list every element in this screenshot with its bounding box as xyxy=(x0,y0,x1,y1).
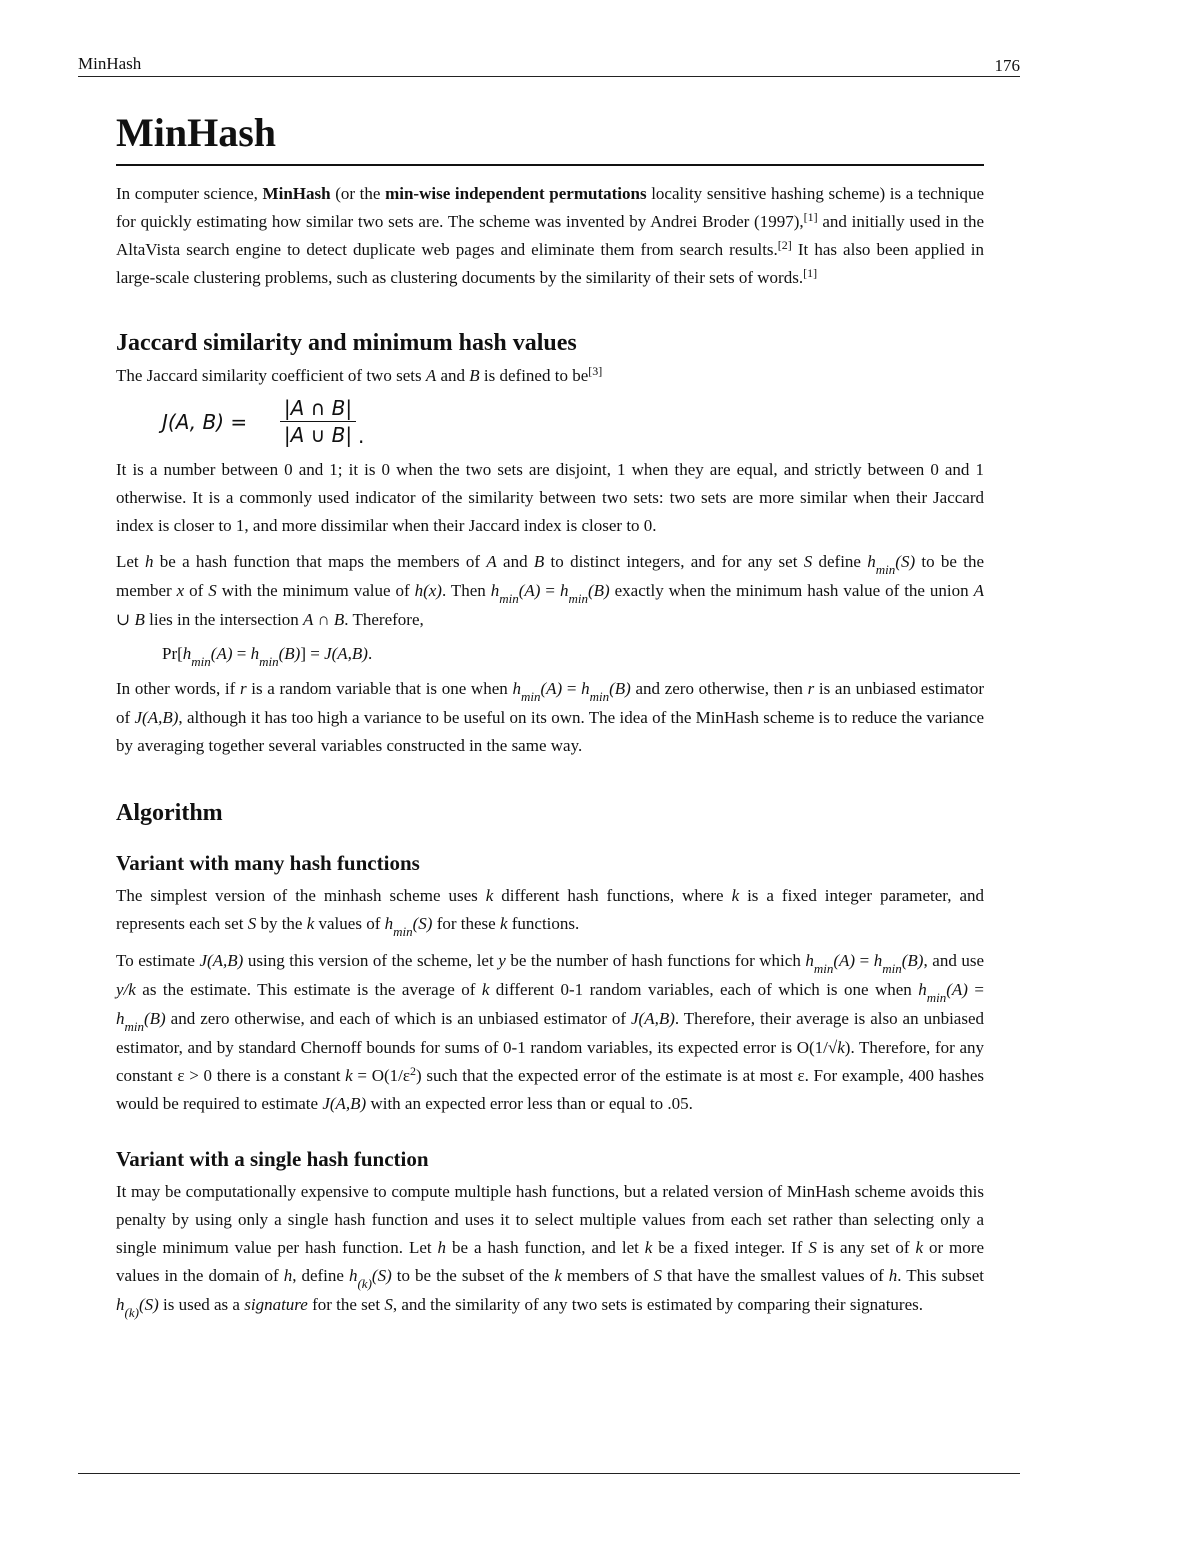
subscript: min xyxy=(499,591,519,606)
text: by the xyxy=(256,914,307,933)
text: , although it has too high a variance to be useful on its own. The idea of the MinHash scheme is to reduce the variance by averaging together several variables constructed in the same way. xyxy=(116,708,984,755)
citation-link[interactable]: [3] xyxy=(588,364,603,378)
subscript: min xyxy=(259,654,279,669)
subsection-heading-single-hash: Variant with a single hash function xyxy=(116,1147,429,1171)
text: for the set xyxy=(307,1295,385,1314)
var: r xyxy=(239,679,247,698)
var: (B) xyxy=(278,644,301,663)
subscript: min xyxy=(520,689,541,704)
subscript: (k) xyxy=(357,1276,372,1291)
text: = xyxy=(232,644,251,663)
bold-term-min-wise: min-wise independent permutations xyxy=(385,184,647,203)
citation-link[interactable]: [2] xyxy=(777,238,792,252)
text: different 0-1 random variables, each of which is one when xyxy=(489,980,919,999)
var: A ∩ B xyxy=(303,610,345,629)
var: (B) xyxy=(609,679,631,698)
text: Let xyxy=(116,552,145,571)
var: h xyxy=(918,980,927,999)
var: S xyxy=(208,581,217,600)
var: (A) xyxy=(518,581,541,600)
superscript: 2 xyxy=(410,1064,417,1078)
var: S xyxy=(803,552,813,571)
var: h xyxy=(384,914,394,933)
var: r xyxy=(807,679,815,698)
jaccard-definition-paragraph xyxy=(116,362,984,390)
formula-period: . xyxy=(358,424,365,448)
text: is defined to be xyxy=(479,366,589,385)
emphasis: signature xyxy=(244,1295,308,1314)
citation-link[interactable]: [1] xyxy=(803,266,818,280)
text: (or the xyxy=(330,184,386,203)
hash-function-paragraph xyxy=(116,548,984,634)
var: (A) xyxy=(833,951,856,970)
text: . xyxy=(367,644,373,663)
var: S xyxy=(384,1295,393,1314)
var: h xyxy=(182,644,192,663)
text: to be the subset of the xyxy=(391,1266,555,1285)
formula-denominator: |A ∪ B| xyxy=(283,423,353,447)
var: (S) xyxy=(138,1295,159,1314)
text: , and the similarity of any two sets is estimated by comparing their signatures. xyxy=(392,1295,924,1314)
text: and xyxy=(496,552,534,571)
var: h xyxy=(559,581,569,600)
subscript: min xyxy=(926,990,947,1005)
var: h xyxy=(116,1009,125,1028)
var: A xyxy=(425,366,437,385)
text: as the estimate. This estimate is the average of xyxy=(135,980,482,999)
var: k xyxy=(837,1038,845,1057)
var: h(x) xyxy=(414,581,442,600)
text: ) such that the expected error of the estimate is at most ε. For example, 400 hashes would be required to estimate xyxy=(116,1066,984,1113)
var: J(A,B) xyxy=(324,644,368,663)
article-body xyxy=(116,108,984,1320)
many-hash-paragraph-1 xyxy=(116,882,984,939)
text: be a fixed integer. If xyxy=(652,1238,809,1257)
text: and zero otherwise, and each of which is an unbiased estimator of xyxy=(165,1009,631,1028)
var: (S) xyxy=(371,1266,392,1285)
var: S xyxy=(653,1266,662,1285)
text: and initially used in the AltaVista search engine to detect duplicate web pages and eliminate them from search results. xyxy=(116,212,984,259)
many-hash-paragraph-2 xyxy=(116,947,984,1118)
article-title: MinHash xyxy=(116,108,984,166)
subscript: min xyxy=(875,562,896,577)
var: k xyxy=(499,914,508,933)
text: In computer science, xyxy=(116,184,263,203)
subscript: min xyxy=(191,654,211,669)
text: . Therefore, xyxy=(344,610,424,629)
text: values of xyxy=(314,914,385,933)
text: = xyxy=(562,679,582,698)
var: h xyxy=(348,1266,358,1285)
text: for these xyxy=(432,914,500,933)
var: A xyxy=(486,552,497,571)
footer-rule xyxy=(78,1473,1020,1474)
intro-paragraph xyxy=(116,180,984,292)
text: is an unbiased estimator of xyxy=(116,679,984,727)
text: . Then xyxy=(441,581,491,600)
var: h xyxy=(116,1295,125,1314)
text: members of xyxy=(561,1266,654,1285)
var: (A) xyxy=(210,644,233,663)
text: is a random variable that is one when xyxy=(246,679,513,698)
var: y xyxy=(498,951,506,970)
text: functions. xyxy=(507,914,580,933)
var: (B) xyxy=(587,581,610,600)
text: ] = xyxy=(300,644,325,663)
subscript: min xyxy=(124,1019,144,1034)
var: x xyxy=(176,581,185,600)
subscript: min xyxy=(589,689,610,704)
var: B xyxy=(469,366,480,385)
text: with the minimum value of xyxy=(216,581,415,600)
jaccard-formula xyxy=(162,396,984,450)
var: (S) xyxy=(412,914,433,933)
var: A ∪ B xyxy=(116,581,984,629)
text: To estimate xyxy=(116,951,200,970)
text: to distinct integers, and for any set xyxy=(544,552,804,571)
text: is any set of xyxy=(816,1238,916,1257)
var: (S) xyxy=(895,552,916,571)
text: . This subset xyxy=(897,1266,984,1285)
var: J(A,B) xyxy=(199,951,244,970)
section-heading-algorithm: Algorithm xyxy=(116,800,223,826)
var: h xyxy=(512,679,521,698)
formula-numerator: |A ∩ B| xyxy=(280,396,356,422)
jaccard-range-paragraph: It is a number between 0 and 1; it is 0 when the two sets are disjoint, 1 when they are equal, and strictly between 0 and 1 otherwise. It is a commonly used indicator of the similarity between two sets: two sets are more similar when their Jaccard index is closer to 1, and more dissimilar when their Jaccard index is closer to 0. xyxy=(116,460,984,535)
var: h xyxy=(490,581,500,600)
var: k xyxy=(306,914,315,933)
var: h xyxy=(873,951,883,970)
text: with an expected error less than or equal to .05. xyxy=(366,1094,693,1113)
var: h xyxy=(437,1238,447,1257)
var: J(A,B) xyxy=(134,708,179,727)
text: that have the smallest values of xyxy=(661,1266,889,1285)
var: k xyxy=(915,1238,924,1257)
var: S xyxy=(808,1238,817,1257)
text: . Therefore, their average is also an unbiased estimator, and by standard Chernoff bounds for sums of 0-1 random variables, its expected error is O(1/√ xyxy=(116,1009,984,1057)
var: (B) xyxy=(901,951,924,970)
formula-lhs: J(A, B) = xyxy=(162,410,248,434)
text: exactly when the minimum hash value of the union xyxy=(609,581,974,600)
citation-link[interactable]: [1] xyxy=(803,210,818,224)
text: be a hash function, and let xyxy=(446,1238,645,1257)
text: = xyxy=(855,951,874,970)
text: and xyxy=(436,366,470,385)
var: k xyxy=(644,1238,653,1257)
var: (A) xyxy=(946,980,968,999)
text: It has also been applied in large-scale clustering problems, such as clustering documents by the similarity of their sets of words. xyxy=(116,240,984,287)
text: using this version of the scheme, let xyxy=(243,951,499,970)
text: to be the member xyxy=(116,552,985,600)
var: J(A,B) xyxy=(630,1009,675,1028)
var: h xyxy=(283,1266,293,1285)
subscript: min xyxy=(393,924,413,939)
probability-formula xyxy=(162,640,984,669)
text: = xyxy=(967,980,985,999)
subscript: min xyxy=(813,961,834,976)
estimator-paragraph xyxy=(116,675,984,760)
text: , define xyxy=(292,1266,349,1285)
subscript: (k) xyxy=(124,1305,139,1320)
running-header xyxy=(78,52,1020,77)
subsection-heading-many-hash: Variant with many hash functions xyxy=(116,851,420,875)
text: = xyxy=(540,581,560,600)
text: is a fixed integer parameter, and represents each set xyxy=(116,886,985,933)
text: Pr[ xyxy=(162,644,183,663)
text: define xyxy=(812,552,868,571)
text: or more values in the domain of xyxy=(116,1238,984,1285)
subscript: min xyxy=(568,591,588,606)
text: In other words, if xyxy=(116,679,240,698)
var: k xyxy=(731,886,740,905)
var: S xyxy=(247,914,257,933)
var: B xyxy=(533,552,545,571)
var: h xyxy=(144,552,154,571)
text: , and use xyxy=(923,951,985,970)
text: ). Therefore, for any constant ε > 0 there is a constant xyxy=(116,1038,984,1085)
text: The Jaccard similarity coefficient of two sets xyxy=(116,366,426,385)
single-hash-paragraph xyxy=(116,1178,984,1320)
var: h xyxy=(805,951,814,970)
text: The simplest version of the minhash scheme uses xyxy=(116,886,486,905)
var: (A) xyxy=(540,679,563,698)
subscript: min xyxy=(882,961,902,976)
var: k xyxy=(481,980,490,999)
section-heading-jaccard: Jaccard similarity and minimum hash values xyxy=(116,330,577,356)
text: be a hash function that maps the members of xyxy=(153,552,487,571)
var: h xyxy=(250,644,260,663)
var: k xyxy=(554,1266,562,1285)
formula-fraction xyxy=(280,396,356,447)
var: k xyxy=(485,886,494,905)
text: different hash functions, where xyxy=(493,886,732,905)
var: y/k xyxy=(116,980,136,999)
text: of xyxy=(184,581,209,600)
var: (B) xyxy=(144,1009,166,1028)
text: = O(1/ε xyxy=(352,1066,411,1085)
header-title: MinHash xyxy=(78,54,142,73)
var: h xyxy=(581,679,590,698)
var: h xyxy=(888,1266,898,1285)
var: h xyxy=(867,552,876,571)
text: locality sensitive hashing scheme) is a technique for quickly estimating how similar two sets are. The scheme was invented by Andrei Broder (1997), xyxy=(116,184,984,231)
text: lies in the intersection xyxy=(144,610,304,629)
page-number: 176 xyxy=(994,56,1020,75)
text: It may be computationally expensive to compute multiple hash functions, but a related version of MinHash scheme avoids this penalty by using only a single hash function and uses it to select multiple values from each set rather than selecting only a single minimum value per hash function. Let xyxy=(116,1182,984,1257)
text: is used as a xyxy=(158,1295,245,1314)
bold-term-minhash: MinHash xyxy=(262,184,331,203)
text: be the number of hash functions for which xyxy=(505,951,806,970)
text: and zero otherwise, then xyxy=(630,679,808,698)
var: k xyxy=(345,1066,353,1085)
var: J(A,B) xyxy=(322,1094,367,1113)
